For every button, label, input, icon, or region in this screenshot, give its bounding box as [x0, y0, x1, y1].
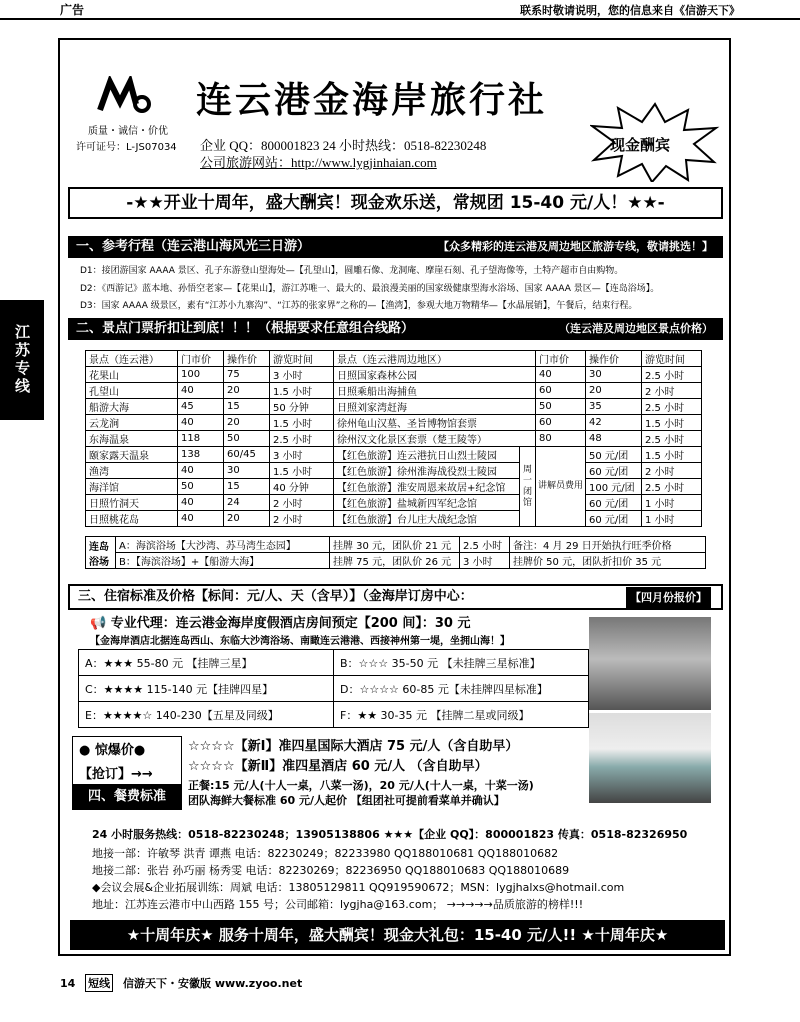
table-row [79, 650, 589, 676]
cell: 2.5 小时 [270, 431, 334, 447]
table-row [86, 383, 702, 399]
cell: 20 [224, 511, 270, 527]
slogan-banner: -★★开业十周年，盛大酬宾！现金欢乐送，常规团 15-40 元/人！★★- [68, 187, 723, 219]
address-line: 地址：江苏连云港市中山西路 155 号；公司邮箱：lygjha@163.com； →→→→→品质旅游的榜样!!! [92, 898, 584, 911]
cell: 1.5 小时 [642, 415, 702, 431]
cell: 2 小时 [270, 511, 334, 527]
section-badge: 短线 [85, 974, 113, 992]
cell: 渔湾 [86, 463, 178, 479]
cell: 30 [586, 367, 642, 383]
cell: 3 小时 [270, 447, 334, 463]
cell: 2 小时 [270, 495, 334, 511]
cell: 50 [224, 431, 270, 447]
cell: 2.5 小时 [460, 537, 510, 553]
cell: 60 元/团 [586, 495, 642, 511]
itinerary-day-1: D1：接团游国家 AAAA 景区、孔子东游登山望海处—【孔望山】，圆雕石像、龙洞庵、摩崖石刻、孔子望海像等，土特产超市自由购物。 [80, 266, 624, 276]
catering-text [188, 778, 534, 808]
cell: 40 [178, 511, 224, 527]
catering-line: 团队海鲜大餐标准 60 元/人起价 【组团社可提前看菜单并确认】 [188, 794, 505, 807]
cell: 1.5 小时 [270, 463, 334, 479]
cell: 【红色旅游】徐州淮海战役烈士陵园 [334, 463, 520, 479]
cell: 1.5 小时 [270, 383, 334, 399]
cell: A：海滨浴场【大沙湾、苏马湾生态园】 [116, 537, 330, 553]
cell: 75 [224, 367, 270, 383]
cell: 花果山 [86, 367, 178, 383]
table-row [86, 367, 702, 383]
seaside-photo [589, 713, 711, 803]
cell: 2.5 小时 [642, 431, 702, 447]
cell: 60/45 [224, 447, 270, 463]
side-tab: 江苏专线 [0, 300, 44, 420]
cell: 2.5 小时 [642, 399, 702, 415]
ad-tag: 广告 [60, 3, 85, 17]
megaphone-icon: 📢 [90, 616, 107, 631]
cell: 3 小时 [460, 553, 510, 569]
service-hotline: 24 小时服务热线：0518-82230248；13905138806 ★★★【企业 QQ】：800001823 传真：0518-82326950 [92, 828, 688, 841]
training-contact: ◆会议会展&企业拓展训练：周斌 电话：13805129811 QQ919590672；MSN：lygjhalxs@hotmail.com [92, 881, 625, 894]
cell: 2 小时 [642, 463, 702, 479]
cell: 备注：4 月 29 日开始执行旺季价格 [510, 537, 706, 553]
dept-1: 地接一部：许敏琴 洪青 谭燕 电话：82230249；82233980 QQ188010681 QQ188010682 [92, 847, 559, 860]
hotel-option: C：★★★★ 115-140 元【挂牌四星】 [79, 676, 334, 702]
catering-line: 正餐:15 元/人(十人一桌，八菜一汤)，20 元/人(十人一桌，十菜一汤) [188, 779, 534, 792]
beach-table [85, 536, 706, 569]
cell: 42 [586, 415, 642, 431]
hotel-option: E：★★★★☆ 140-230【五星及同级】 [79, 702, 334, 728]
badge-text: 现金酬宾 [610, 136, 671, 154]
hotel-option: F：★★ 30-35 元 【挂牌二星或同级】 [334, 702, 589, 728]
contact-line: 企业 QQ：800001823 24 小时热线：0518-82230248 [200, 138, 487, 153]
section3-tag: 【四月份报价】 [626, 587, 711, 609]
cell: 【红色旅游】台儿庄大战纪念馆 [334, 511, 520, 527]
table-row [79, 676, 589, 702]
cell: 挂牌价 50 元，团队折扣价 35 元 [510, 553, 706, 569]
table-row [86, 399, 702, 415]
table-row [86, 463, 702, 479]
col-header: 操作价 [586, 351, 642, 367]
cell: 24 [224, 495, 270, 511]
col-header: 景点（连云港） [86, 351, 178, 367]
section3-title: 三、住宿标准及价格【标间：元/人、天（含早）】（金海岸订房中心： [78, 589, 473, 604]
cell: 20 [224, 383, 270, 399]
section1-title: 一、参考行程（连云港山海风光三日游） [76, 239, 311, 254]
cell: 50 [178, 479, 224, 495]
cell: 挂牌 75 元，团队价 26 元 [330, 553, 460, 569]
cell: 挂牌 30 元，团队价 21 元 [330, 537, 460, 553]
cell: 60 [536, 383, 586, 399]
hotel-address: 【金海岸酒店北据连岛西山、东临大沙湾浴场、南瞰连云港港、西接神州第一堤，坐拥山海！】 [90, 636, 510, 647]
section3-header [68, 584, 723, 610]
cell: 15 [224, 479, 270, 495]
hotel-price-table [78, 649, 589, 728]
anniversary-banner: ★十周年庆★ 服务十周年，盛大酬宾！现金大礼包：15-40 元/人!! ★十周年庆★ [70, 920, 725, 950]
section2-note: （连云港及周边地区景点价格） [559, 322, 713, 335]
cell: 40 [178, 415, 224, 431]
cell: 1.5 小时 [642, 447, 702, 463]
itinerary-day-2: D2：《西游记》蓝本地、孙悟空老家—【花果山】，游江苏唯一、最大的、最浪漫美丽的国家级健康型海水浴场、国家 AAAA 景区—【连岛浴场】。 [80, 284, 660, 294]
boom-label: ● 惊爆价● [79, 743, 146, 758]
cell: 云龙涧 [86, 415, 178, 431]
cell: 40 [178, 383, 224, 399]
cell: 40 分钟 [270, 479, 334, 495]
table-row [86, 415, 702, 431]
section1-note: 【众多精彩的连云港及周边地区旅游专线，敬请挑选！】 [438, 240, 713, 253]
cell: 45 [178, 399, 224, 415]
col-header: 操作价 [224, 351, 270, 367]
cell: 138 [178, 447, 224, 463]
table-row [86, 479, 702, 495]
hotel-option: D：☆☆☆☆ 60-85 元【未挂牌四星标准】 [334, 676, 589, 702]
col-header: 门市价 [536, 351, 586, 367]
boom-offer: ☆☆☆☆【新Ⅰ】准四星国际大酒店 75 元/人（含自助早） [188, 739, 519, 754]
contacts [200, 137, 486, 171]
top-note: 联系时敬请说明，您的信息来自《信游天下》 [520, 4, 740, 17]
cell: 60 [536, 415, 586, 431]
cell: 日照桃花岛 [86, 511, 178, 527]
itinerary-day-3: D3：国家 AAAA 级景区，素有“江苏小九寨沟”、“江苏的张家界”之称的—【渔湾】，参观大地万物精华—【水晶展销】，午餐后，结束行程。 [80, 301, 638, 311]
boom-offer: ☆☆☆☆【新Ⅱ】准四星酒店 60 元/人 （含自助早） [188, 759, 488, 774]
company-name: 连云港金海岸旅行社 [196, 79, 548, 121]
guide-fee-label: 讲解员费用 [536, 447, 586, 527]
cell: 2 小时 [642, 383, 702, 399]
cell: 徐州龟山汉墓、圣旨博物馆套票 [334, 415, 536, 431]
cell: 2.5 小时 [642, 367, 702, 383]
license-number: 许可证号：L-JS07034 [76, 142, 177, 153]
hotel-option: B：☆☆☆ 35-50 元 【未挂牌三星标准】 [334, 650, 589, 676]
cell: 东海温泉 [86, 431, 178, 447]
cell: 1 小时 [642, 511, 702, 527]
cell: 60 元/团 [586, 511, 642, 527]
cell: 颐家露天温泉 [86, 447, 178, 463]
page-footer [60, 974, 302, 992]
section4-title: 四、餐费标准 [72, 784, 182, 810]
hotel-agent [90, 612, 471, 631]
week-closed-label: 周一闭馆 [520, 447, 536, 527]
cell: 日照国家森林公园 [334, 367, 536, 383]
logo-icon [96, 76, 152, 116]
cell: 20 [586, 383, 642, 399]
ticket-table [85, 350, 702, 527]
cell: 3 小时 [270, 367, 334, 383]
cell: 【红色旅游】盐城新四军纪念馆 [334, 495, 520, 511]
boom-offers [188, 737, 518, 777]
cell: 船游大海 [86, 399, 178, 415]
cell: 30 [224, 463, 270, 479]
agent-text: 专业代理：连云港金海岸度假酒店房间预定【200 间】：30 元 [110, 616, 471, 631]
cell: 15 [224, 399, 270, 415]
col-header: 门市价 [178, 351, 224, 367]
cell: 35 [586, 399, 642, 415]
cell: 40 [536, 367, 586, 383]
table-row [86, 553, 706, 569]
cell: 日照竹洞天 [86, 495, 178, 511]
rush-label: 【抢订】→→ [79, 767, 153, 782]
cell: 1 小时 [642, 495, 702, 511]
table-row [86, 537, 706, 553]
cell: 1.5 小时 [270, 415, 334, 431]
cell: 【红色旅游】连云港抗日山烈士陵园 [334, 447, 520, 463]
cell: 100 [178, 367, 224, 383]
table-row [79, 702, 589, 728]
cell: B：【海滨浴场】+【船游大海】 [116, 553, 330, 569]
cell: 118 [178, 431, 224, 447]
cell: 日照刘家湾赶海 [334, 399, 536, 415]
cell: 2.5 小时 [642, 479, 702, 495]
table-row [86, 431, 702, 447]
col-header: 游览时间 [642, 351, 702, 367]
cell: 50 元/团 [586, 447, 642, 463]
table-row [86, 511, 702, 527]
cell: 日照乘船出海捕鱼 [334, 383, 536, 399]
col-header: 游览时间 [270, 351, 334, 367]
dept-2: 地接二部：张岩 孙巧丽 杨秀雯 电话：82230269；82236950 QQ188010683 QQ188010689 [92, 864, 570, 877]
col-header: 景点（连云港周边地区） [334, 351, 536, 367]
cell: 50 [536, 399, 586, 415]
cell: 孔望山 [86, 383, 178, 399]
cell: 50 分钟 [270, 399, 334, 415]
cell: 徐州汉文化景区套票（楚王陵等） [334, 431, 536, 447]
table-row [86, 447, 702, 463]
cell: 40 [178, 495, 224, 511]
cell: 20 [224, 415, 270, 431]
cell: 80 [536, 431, 586, 447]
cell: 100 元/团 [586, 479, 642, 495]
hotel-option: A：★★★ 55-80 元 【挂牌三星】 [79, 650, 334, 676]
cell: 【红色旅游】淮安周恩来故居+纪念馆 [334, 479, 520, 495]
table-row [86, 495, 702, 511]
section2-title: 二、景点门票折扣让到底！！！（根据要求任意组合线路） [76, 321, 415, 336]
table-header [86, 351, 702, 367]
cell: 60 元/团 [586, 463, 642, 479]
motto: 质量・诚信・价优 [88, 126, 168, 137]
publication: 信游天下・安徽版 www.zyoo.net [123, 977, 303, 990]
cell: 48 [586, 431, 642, 447]
cell: 40 [178, 463, 224, 479]
page-number: 14 [60, 977, 76, 990]
section2-header [68, 318, 723, 340]
beach-label: 连岛浴场 [86, 537, 116, 569]
cell: 海洋馆 [86, 479, 178, 495]
hotel-room-photo [589, 617, 711, 710]
section1-header [68, 236, 723, 258]
website-link[interactable]: 公司旅游网站：http://www.lygjinhaian.com [200, 155, 437, 170]
